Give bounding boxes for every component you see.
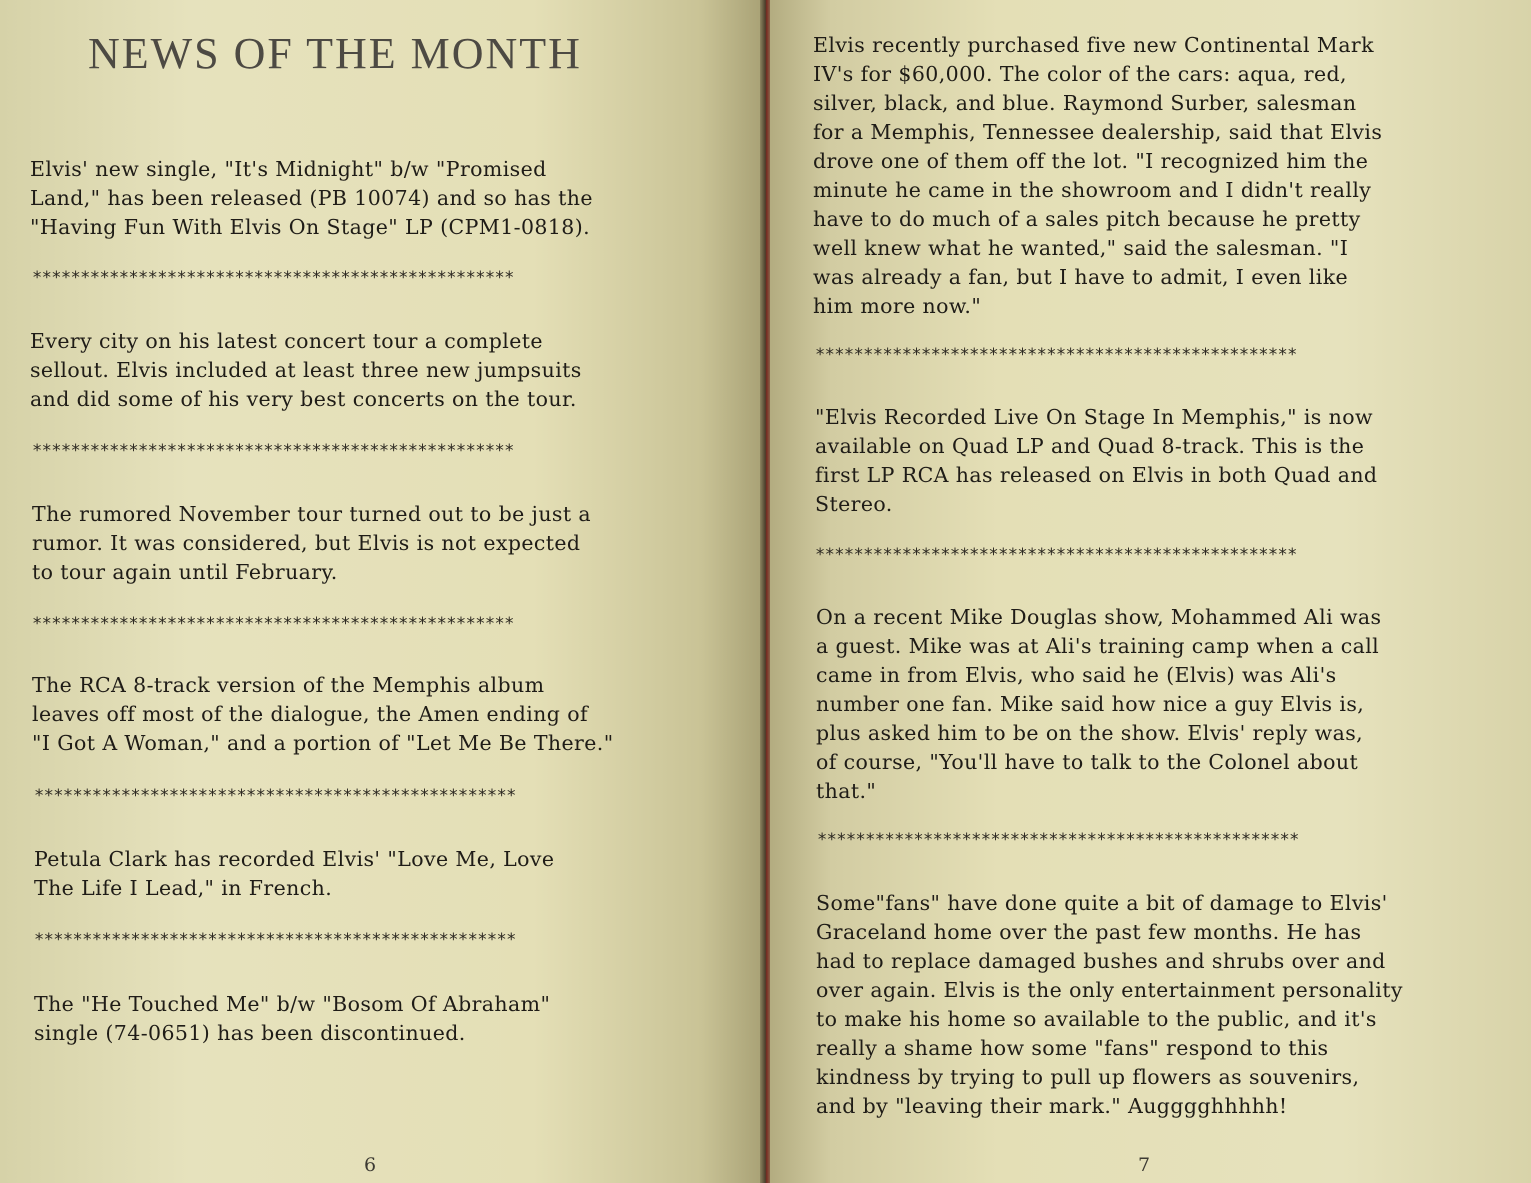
star-separator: **************************************************	[817, 830, 1299, 850]
news-item: Some"fans" have done quite a bit of damage to Elvis' Graceland home over the past few months. He has had to replace damaged bushes and shrubs over and over again. Elvis is the only entertainment personality to make his home so available to the public, and it's really a shame how some "fans" respond to this kindness by trying to pull up flowers as souvenirs, and by "leaving their mark." Augggghhhhh!	[816, 891, 1403, 1118]
news-item: Every city on his latest concert tour a complete sellout. Elvis included at least three new jumpsuits and did some of his very best concerts on the tour.	[30, 329, 582, 411]
star-separator: **************************************************	[32, 268, 514, 288]
star-separator: **************************************************	[34, 930, 516, 950]
star-separator: **************************************************	[815, 545, 1297, 565]
news-item: Elvis recently purchased five new Continental Mark IV's for $60,000. The color of the cars: aqua, red, silver, black, and blue. Raymond Surber, salesman for a Memphis, Tennessee dealership, said that Elvis drove one of them off the lot. "I recognized him the minute he came in the showroom and I didn't really have to do much of a sales pitch because he pretty well knew what he wanted," said the salesman. "I was already a fan, but I have to admit, I even like him more now."	[813, 33, 1383, 318]
left-page	[0, 0, 762, 1183]
news-item: Elvis' new single, "It's Midnight" b/w "Promised Land," has been released (PB 10074) and so has the "Having Fun With Elvis On Stage" LP (CPM1-0818).	[30, 157, 593, 239]
page-number: 7	[1138, 1154, 1151, 1176]
news-item: The rumored November tour turned out to be just a rumor. It was considered, but Elvis is not expected to tour again until February.	[32, 502, 592, 584]
page-number: 6	[364, 1154, 377, 1176]
news-item: The RCA 8-track version of the Memphis album leaves off most of the dialogue, the Amen ending of "I Got A Woman," and a portion of "Let Me Be There."	[32, 673, 614, 755]
star-separator: **************************************************	[32, 441, 514, 461]
star-separator: **************************************************	[34, 786, 516, 806]
star-separator: **************************************************	[32, 614, 514, 634]
news-item: Petula Clark has recorded Elvis' "Love Me, Love The Life I Lead," in French.	[34, 847, 555, 900]
news-item: On a recent Mike Douglas show, Mohammed Ali was a guest. Mike was at Ali's training camp when a call came in from Elvis, who said he (Elvis) was Ali's number one fan. Mike said how nice a guy Elvis is, plus asked him to be on the show. Elvis' reply was, of course, "You'll have to talk to the Colonel about that."	[816, 605, 1382, 803]
star-separator: **************************************************	[815, 345, 1297, 365]
news-item: The "He Touched Me" b/w "Bosom Of Abraham" single (74-0651) has been discontinued.	[34, 992, 551, 1045]
right-page	[770, 0, 1531, 1183]
page-title: NEWS OF THE MONTH	[88, 29, 582, 78]
news-item: "Elvis Recorded Live On Stage In Memphis," is now available on Quad LP and Quad 8-track. This is the first LP RCA has released on Elvis in both Quad and Stereo.	[815, 405, 1378, 516]
